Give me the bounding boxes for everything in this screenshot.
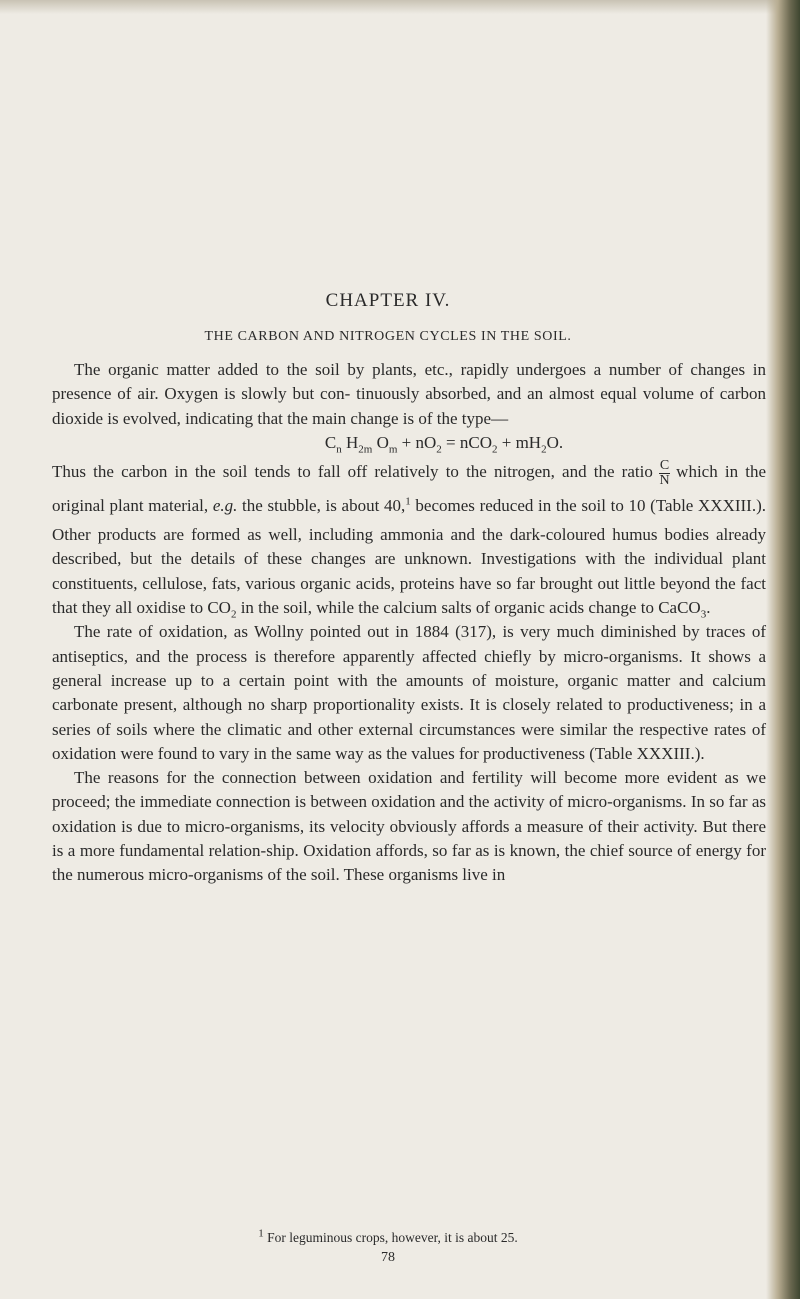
ratio-after-b: the stubble,	[237, 496, 321, 516]
p1-line: tinuously absorbed, and an almost equal volume of carbon dioxide is	[52, 384, 766, 428]
ratio-numerator: C	[659, 457, 670, 473]
ratio-after-a: which in the original plant material,	[52, 462, 767, 516]
p2-start: Thus the carbon in the soil tends to fall off relatively to the nitrogen,	[52, 462, 555, 482]
p2-rest-a: is about 40,	[325, 496, 406, 516]
footnote-number: 1	[258, 1227, 264, 1240]
paragraph-3: The rate of oxidation, as Wollny pointed out in 1884 (317), is very much diminished by traces of antiseptics, and the process is therefore apparently affected chiefly by micro-organisms. It shows a general increase up to a certain point with the amounts of moisture, organic matter and calcium carbonate present, although no sharp proportionality exists. It is closely related to productiveness; in a series of soils where the climatic and other external circumstances were similar the respective rates of oxidation were found to vary in the same way as the values for productiveness (Table XXXIII.).	[52, 622, 766, 763]
p2-rest-c: in the soil, while the calcium salts of organic acids change to CaCO	[236, 598, 701, 618]
chapter-subtitle: THE CARBON AND NITROGEN CYCLES IN THE SOIL.	[204, 329, 572, 344]
subscript-3: 3	[700, 608, 707, 621]
paragraph-2	[52, 455, 766, 620]
p1-line: The organic matter added to the soil by plants, etc., rapidly undergoes	[74, 360, 586, 379]
paragraph-4: The reasons for the connection between oxidation and fertility will become more evident as we proceed; the immediate connection is between oxidation and the activity of micro-organisms. In so far as oxidation is due to micro-organisms, its velocity obviously affords a measure of their activity. But there is a more fundamental relation-ship. Oxidation affords, so far as is known, the chief source of energy for the numerous micro-organisms of the soil. These organisms live in	[52, 768, 766, 885]
eg-abbrev: e.g.	[212, 496, 238, 516]
body-text	[52, 358, 766, 888]
p2-rest-b: becomes reduced in the soil to 10 (Table XXXIII.). Other products are formed as well, including ammonia and the dark-coloured humus bodies already described, but the details of these changes are unknown. Investigations with the individual plant constituents, cellulose, fats, various organic acids, proteins have so far brought out little beyond the fact that they all oxidise to CO	[52, 496, 767, 618]
equation: $C_n$ $H_{2m}$ $O_m + nO_2 = nCO_2 + mH_2O$.	[324, 432, 564, 456]
page-number: 78	[381, 1250, 395, 1265]
footnote	[0, 1227, 776, 1246]
ratio-before: and the ratio	[562, 462, 653, 482]
carbon-nitrogen-ratio	[659, 459, 670, 488]
p1-line: a number of changes in presence of air. Oxygen is slowly but con-	[52, 360, 766, 404]
ratio-denominator: N	[659, 472, 670, 488]
p1-line: evolved, indicating that the main change is of the type—	[122, 408, 509, 428]
subscript-2: 2	[230, 608, 237, 621]
paragraph-1	[52, 358, 766, 431]
footnote-marker[interactable]: 1	[405, 495, 411, 508]
chapter-title: CHAPTER IV.	[325, 290, 451, 311]
page-edge-shadow	[766, 0, 800, 1299]
page-top-shadow	[0, 0, 800, 14]
p2-end: .	[706, 598, 711, 618]
footnote-text: For leguminous crops, however, it is about 25.	[267, 1230, 518, 1245]
